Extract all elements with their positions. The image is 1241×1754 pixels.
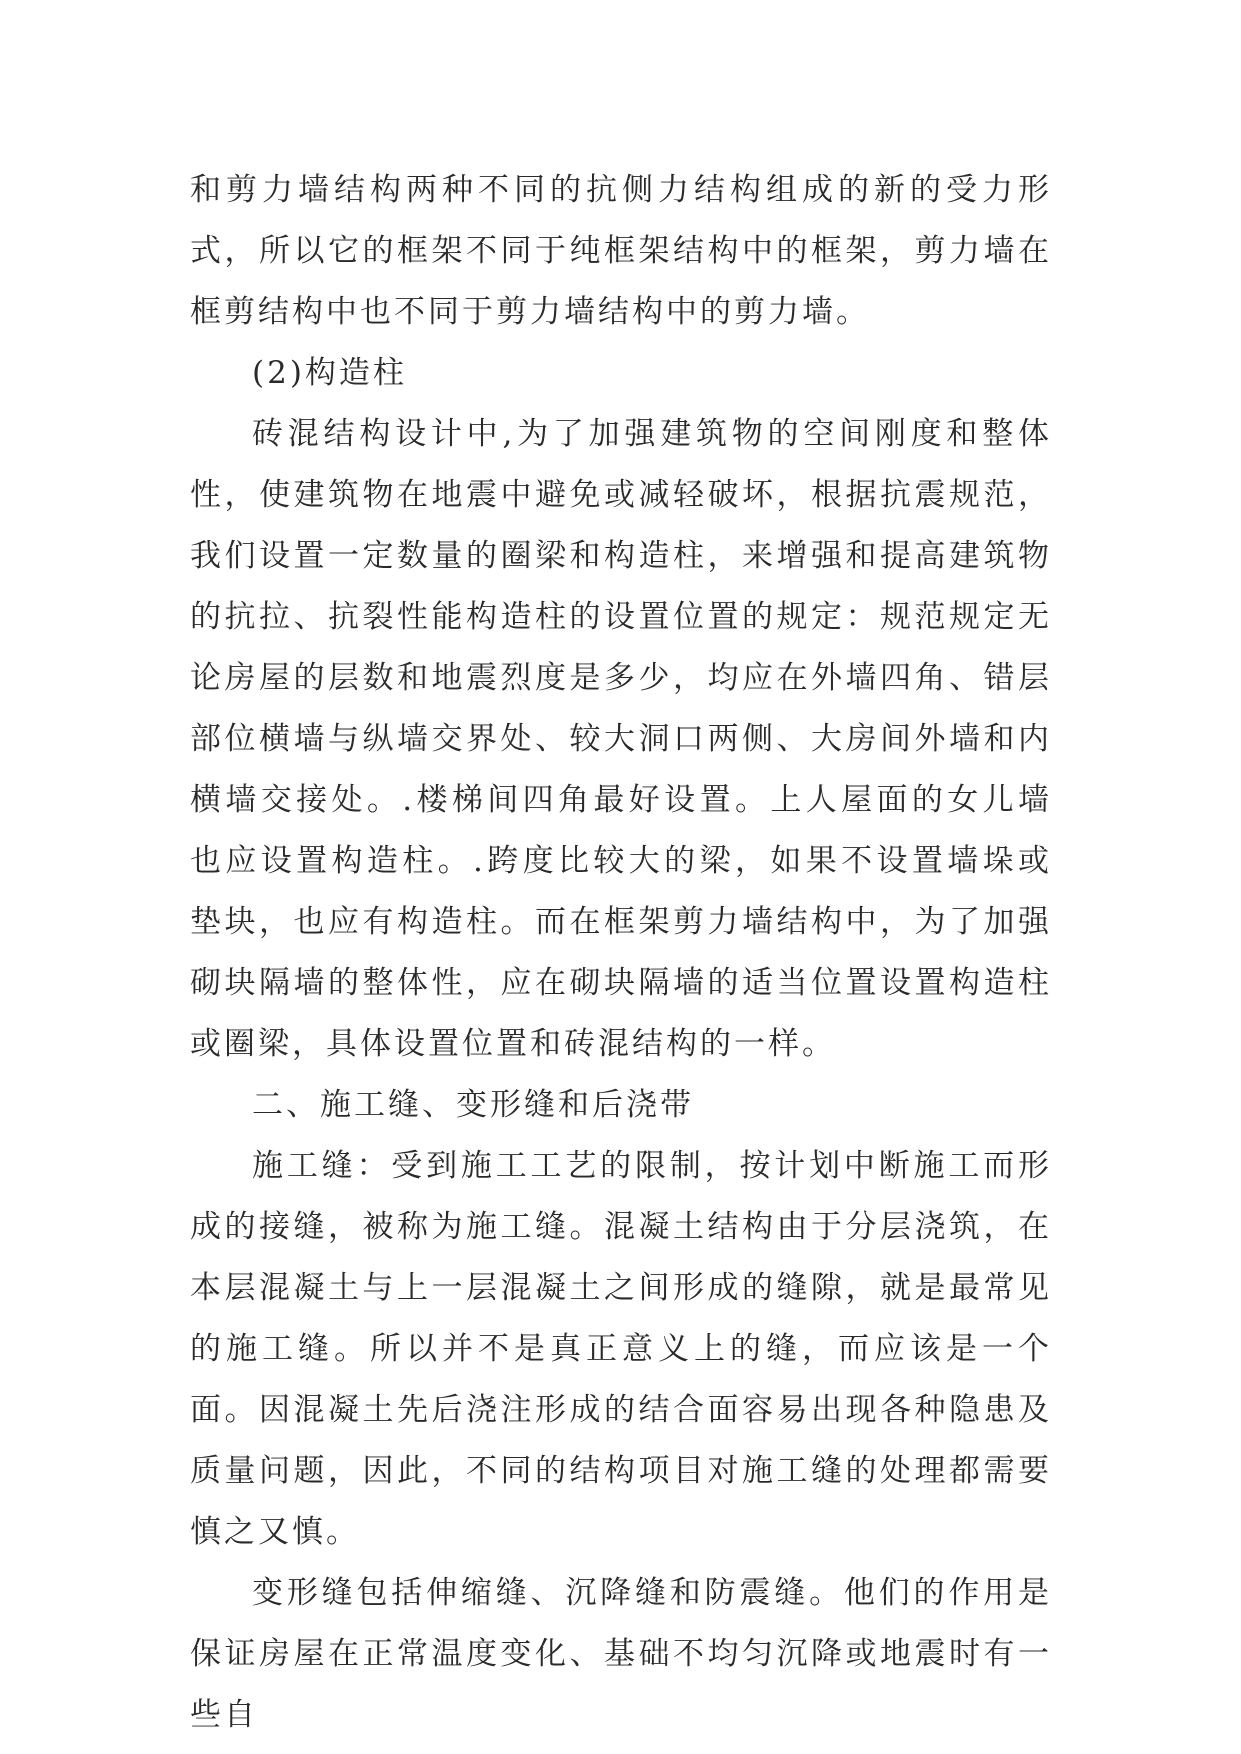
paragraph-deformation-joint: 变形缝包括伸缩缝、沉降缝和防震缝。他们的作用是保证房屋在正常温度变化、基础不均匀沉降或地震时有一些自 [190, 1575, 1052, 1733]
paragraph-construction-joint: 施工缝：受到施工工艺的限制，按计划中断施工而形成的接缝，被称为施工缝。混凝土结构由于分层浇筑，在本层混凝土与上一层混凝土之间形成的缝隙，就是最常见的施工缝。所以并不是真正意义上的缝，而应该是一个面。因混凝土先后浇注形成的结合面容易出现各种隐患及质量问题，因此，不同的结构项目对施工缝的处理都需要慎之又慎。 [190, 1148, 1052, 1550]
section-heading-joints: 二、施工缝、变形缝和后浇带 [252, 1087, 694, 1123]
paragraph-continuation: 和剪力墙结构两种不同的抗侧力结构组成的新的受力形式，所以它的框架不同于纯框架结构中的框架，剪力墙在框剪结构中也不同于剪力墙结构中的剪力墙。 [190, 172, 1052, 330]
subheading-structural-column: (2)构造柱 [252, 355, 407, 391]
paragraph-structural-column: 砖混结构设计中,为了加强建筑物的空间刚度和整体性，使建筑物在地震中避免或减轻破坏，根据抗震规范，我们设置一定数量的圈梁和构造柱，来增强和提高建筑物的抗拉、抗裂性能构造柱的设置位置的规定：规范规定无论房屋的层数和地震烈度是多少，均应在外墙四角、错层部位横墙与纵墙交界处、较大洞口两侧、大房间外墙和内横墙交接处。.楼梯间四角最好设置。上人屋面的女儿墙也应设置构造柱。.跨度比较大的梁，如果不设置墙垛或垫块，也应有构造柱。而在框架剪力墙结构中，为了加强砌块隔墙的整体性，应在砌块隔墙的适当位置设置构造柱或圈梁，具体设置位置和砖混结构的一样。 [190, 416, 1052, 1062]
body-text [190, 160, 1052, 1746]
